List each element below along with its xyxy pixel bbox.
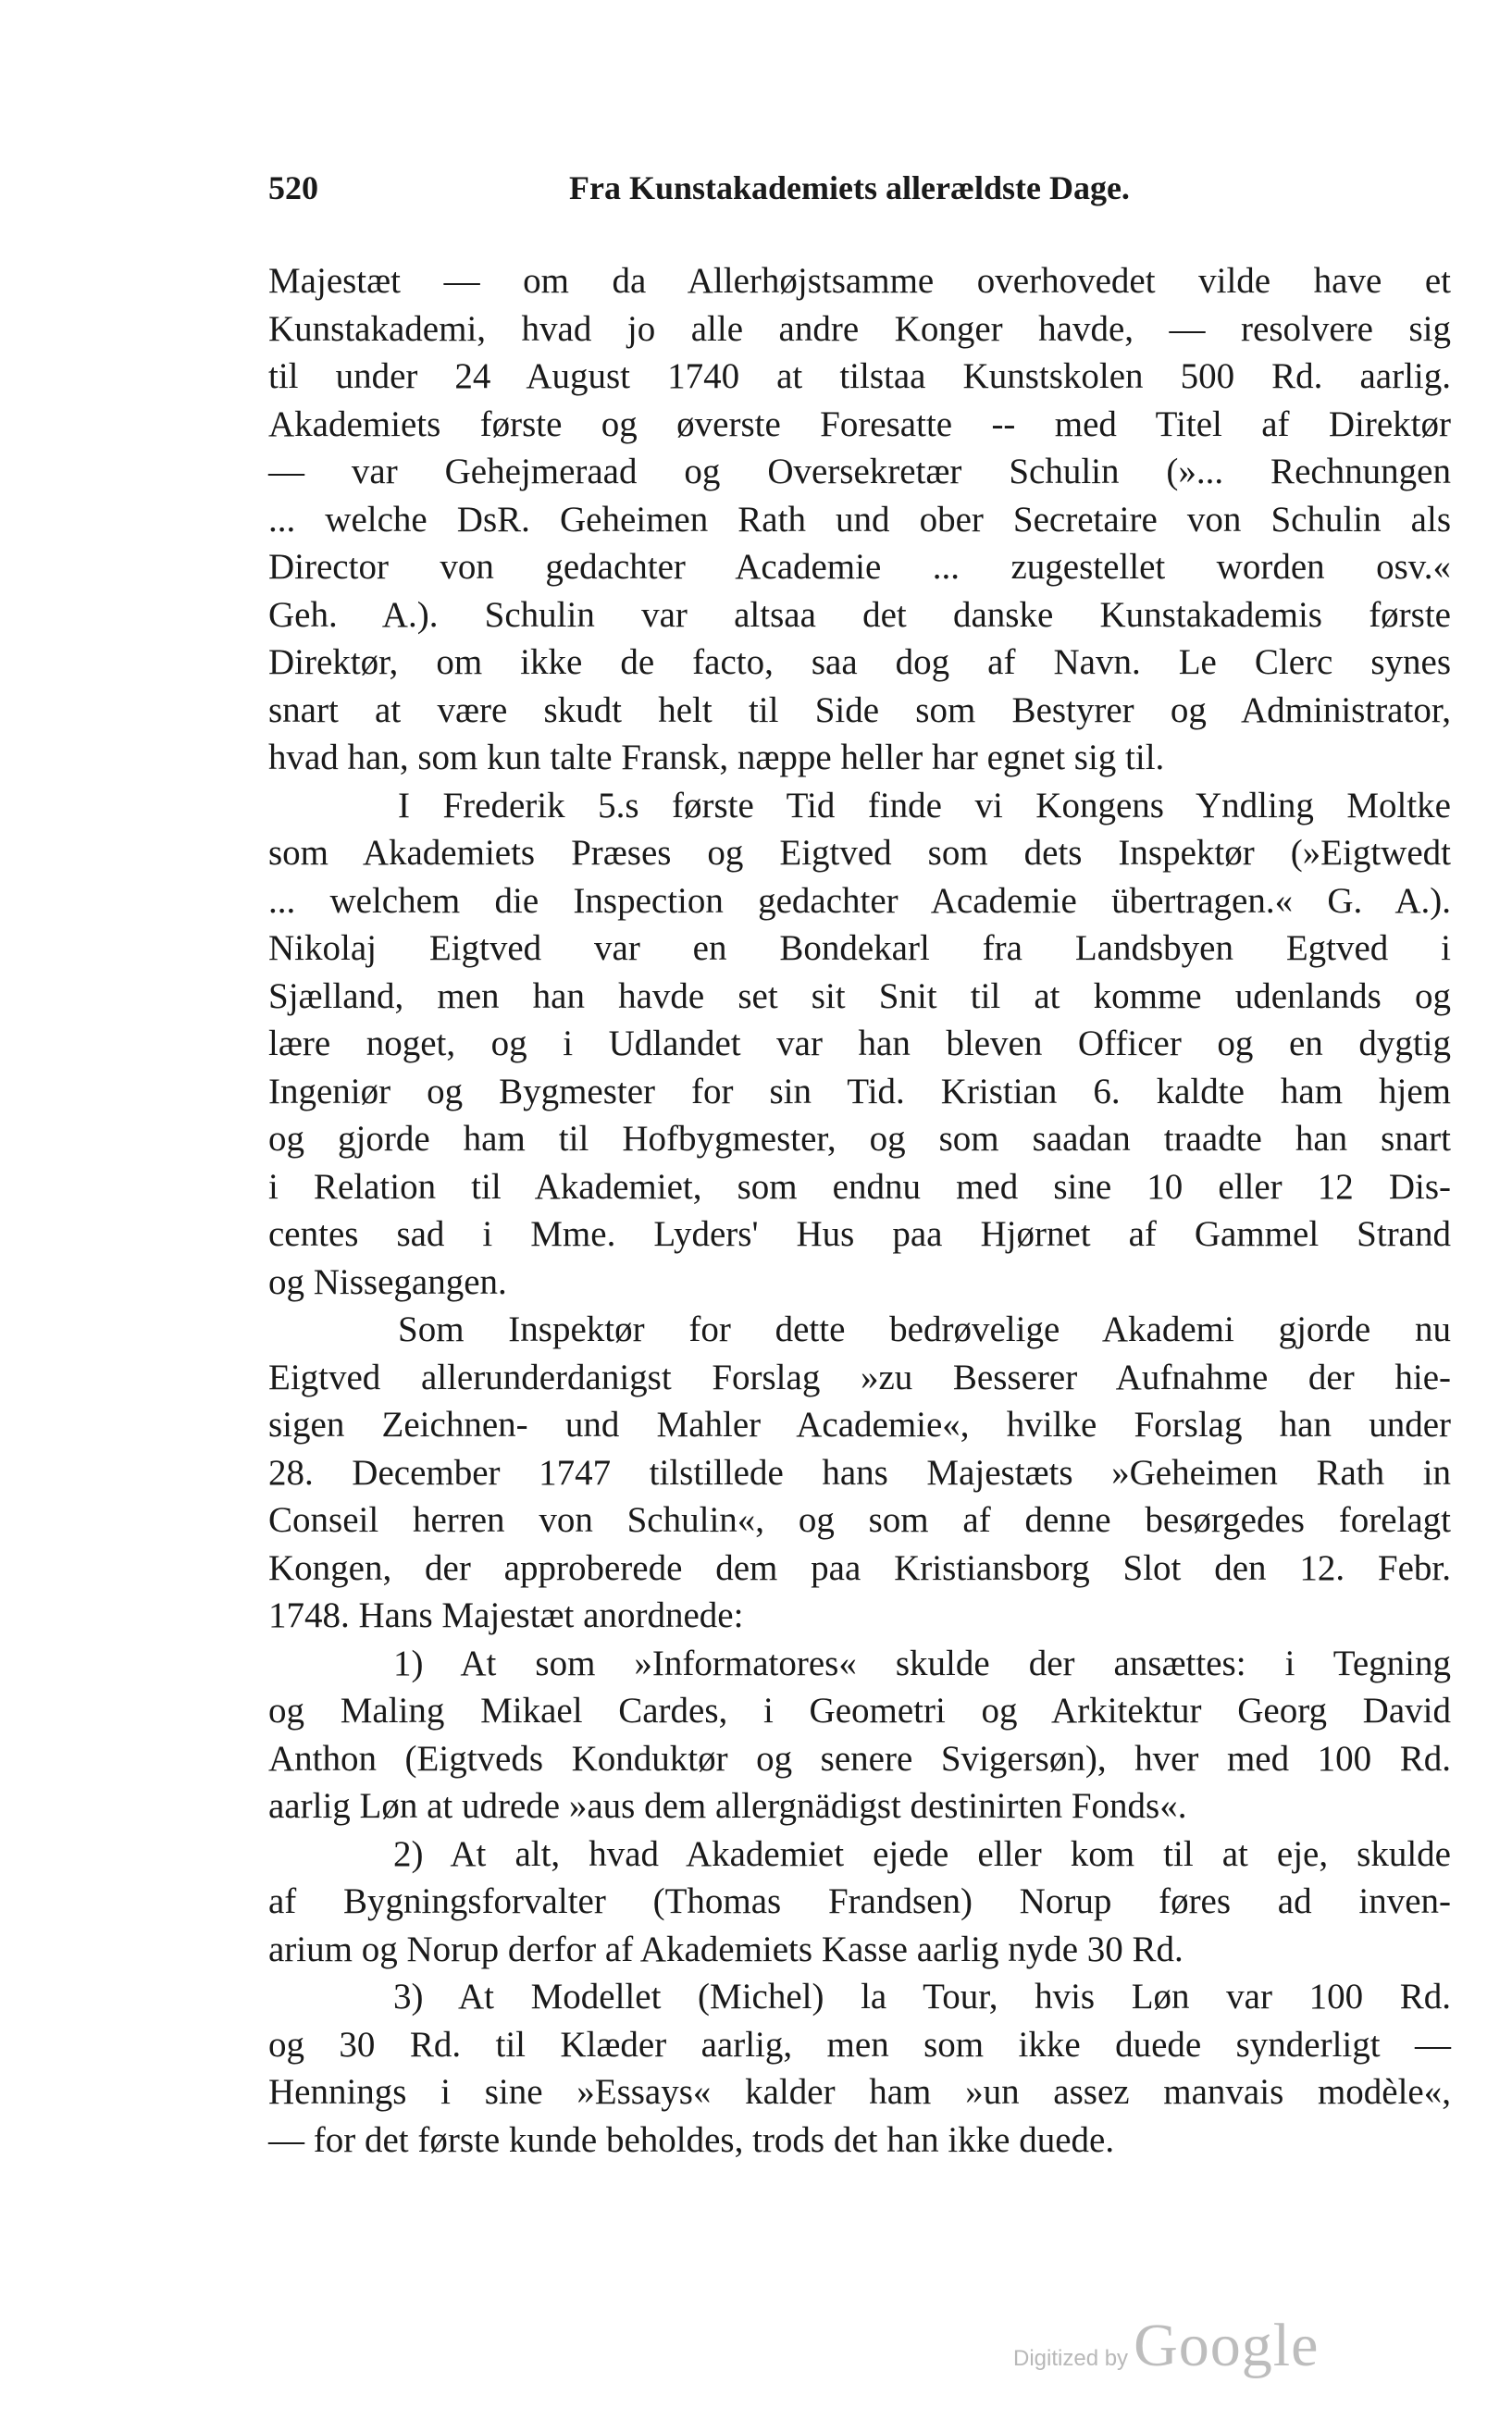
page-number: 520 <box>268 169 318 206</box>
text-line: Akademiets første og øverste Foresatte -- med Titel af Direktør <box>268 403 1451 444</box>
text-line: I Frederik 5.s første Tid finde vi Kongens Yndling Moltke <box>398 785 1451 825</box>
text-line: og 30 Rd. til Klæder aarlig, men som ikke duede synderligt — <box>268 2024 1451 2065</box>
text-line: som Akademiets Præses og Eigtved som dets Inspektør (»Eigtwedt <box>268 833 1451 873</box>
text-line: Sjælland, men han havde set sit Snit til at komme udenlands og <box>268 975 1451 1016</box>
text-line: Majestæt — om da Allerhøjstsamme overhovedet vilde have et <box>268 261 1451 301</box>
text-line: 1) At som »Informatores« skulde der ansættes: i Tegning <box>393 1643 1451 1683</box>
digitization-watermark <box>1013 2311 1319 2385</box>
google-logo: Google <box>1134 2312 1320 2379</box>
text-line: 3) At Modellet (Michel) la Tour, hvis Løn var 100 Rd. <box>393 1977 1451 2017</box>
text-line: og Nissegangen. <box>268 1261 507 1302</box>
body-text <box>268 257 1451 2164</box>
text-line: og gjorde ham til Hofbygmester, og som saadan traadte han snart <box>268 1119 1451 1159</box>
running-title: Fra Kunstakademiets allerældste Dage. <box>569 169 1130 206</box>
page-header <box>268 168 1453 215</box>
text-line: Kongen, der approberede dem paa Kristiansborg Slot den 12. Febr. <box>268 1547 1451 1588</box>
text-line: centes sad i Mme. Lyders' Hus paa Hjørnet af Gammel Strand <box>268 1214 1451 1254</box>
text-line: arium og Norup derfor af Akademiets Kasse aarlig nyde 30 Rd. <box>268 1929 1184 1969</box>
text-line: Director von gedachter Academie ... zugestellet worden osv.« <box>268 547 1451 587</box>
text-line: Conseil herren von Schulin«, og som af denne besørgedes forelagt <box>268 1500 1451 1540</box>
text-line: ... welchem die Inspection gedachter Academie übertragen.« G. A.). <box>268 880 1451 921</box>
text-line: 1748. Hans Majestæt anordnede: <box>268 1595 744 1635</box>
text-line: af Bygningsforvalter (Thomas Frandsen) Norup føres ad inven- <box>268 1881 1451 1921</box>
text-line: Direktør, om ikke de facto, saa dog af Navn. Le Clerc synes <box>268 642 1451 682</box>
text-line: — for det første kunde beholdes, trods det han ikke duede. <box>268 2119 1115 2160</box>
text-line: aarlig Løn at udrede »aus dem allergnädigst destinirten Fonds«. <box>268 1786 1187 1826</box>
text-line: Eigtved allerunderdanigst Forslag »zu Besserer Aufnahme der hie- <box>268 1357 1451 1397</box>
text-line: ... welche DsR. Geheimen Rath und ober Secretaire von Schulin als <box>268 499 1451 540</box>
text-line: Geh. A.). Schulin var altsaa det danske Kunstakademis første <box>268 594 1451 635</box>
text-line: i Relation til Akademiet, som endnu med sine 10 eller 12 Dis- <box>268 1166 1451 1207</box>
text-line: 28. December 1747 tilstillede hans Majestæts »Geheimen Rath in <box>268 1452 1451 1493</box>
text-line: snart at være skudt helt til Side som Bestyrer og Administrator, <box>268 689 1451 730</box>
text-line: Ingeniør og Bygmester for sin Tid. Kristian 6. kaldte ham hjem <box>268 1071 1451 1111</box>
text-line: til under 24 August 1740 at tilstaa Kunstskolen 500 Rd. aarlig. <box>268 356 1451 396</box>
text-line: — var Gehejmeraad og Oversekretær Schulin (»... Rechnungen <box>268 452 1451 491</box>
text-line: Kunstakademi, hvad jo alle andre Konger havde, — resolvere sig <box>268 308 1451 349</box>
text-line: Som Inspektør for dette bedrøvelige Akademi gjorde nu <box>398 1309 1451 1349</box>
text-line: Anthon (Eigtveds Konduktør og senere Svigersøn), hver med 100 Rd. <box>268 1738 1451 1779</box>
digitized-by-label: Digitized by <box>1013 2346 1129 2371</box>
text-line: Nikolaj Eigtved var en Bondekarl fra Landsbyen Egtved i <box>268 928 1451 968</box>
text-line: lære noget, og i Udlandet var han bleven Officer og en dygtig <box>268 1024 1451 1063</box>
text-line: 2) At alt, hvad Akademiet ejede eller kom til at eje, skulde <box>393 1833 1451 1874</box>
text-line: sigen Zeichnen- und Mahler Academie«, hvilke Forslag han under <box>268 1405 1451 1445</box>
text-line: Hennings i sine »Essays« kalder ham »un assez manvais modèle«, <box>268 2072 1451 2112</box>
text-line: hvad han, som kun talte Fransk, næppe heller har egnet sig til. <box>268 738 1165 777</box>
text-line: og Maling Mikael Cardes, i Geometri og Arkitektur Georg David <box>268 1691 1451 1731</box>
